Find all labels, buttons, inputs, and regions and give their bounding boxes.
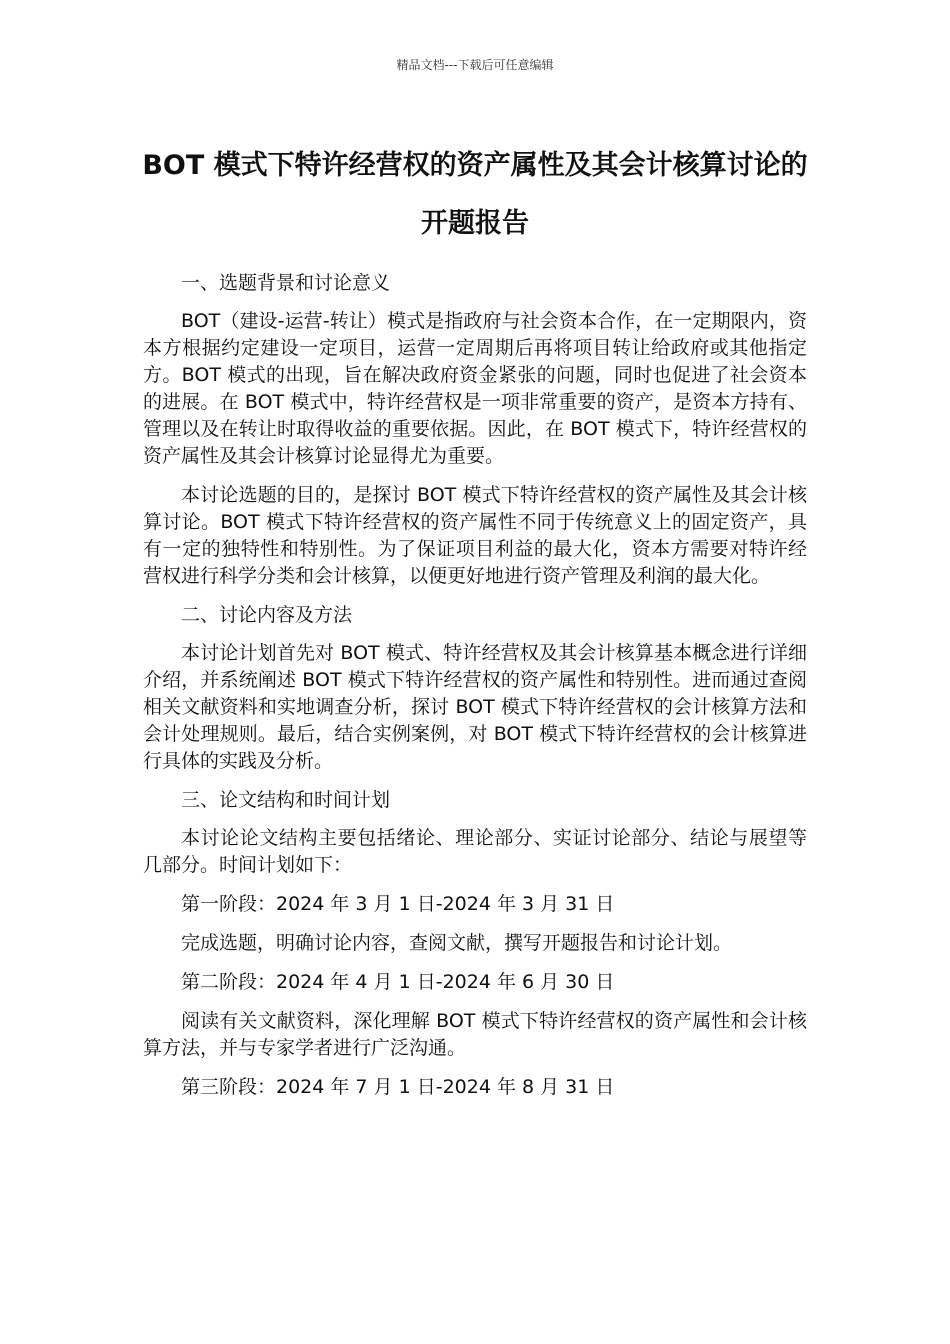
document-body <box>143 270 807 1113</box>
section-heading-2: 二、讨论内容及方法 <box>181 604 353 626</box>
paragraph-methods: 本讨论计划首先对 BOT 模式、特许经营权及其会计核算基本概念进行详细介绍，并系统阐述 BOT 模式下特许经营权的资产属性和特别性。进而通过查阅相关文献资料和实地调查分析，探讨 BOT 模式下特许经营权的会计核算方法和会计处理规则。最后，结合实例案例，对 BOT 模式下特许经营权的会计核算进行具体的实践及分析。 <box>143 642 807 772</box>
paragraph-structure: 本讨论论文结构主要包括绪论、理论部分、实证讨论部分、结论与展望等几部分。时间计划如下： <box>143 827 807 876</box>
stage-2-tasks: 阅读有关文献资料，深化理解 BOT 模式下特许经营权的资产属性和会计核算方法，并与专家学者进行广泛沟通。 <box>143 1010 807 1059</box>
paragraph-background: BOT（建设-运营-转让）模式是指政府与社会资本合作，在一定期限内，资本方根据约定建设一定项目，运营一定周期后再将项目转让给政府或其他指定方。BOT 模式的出现，旨在解决政府资金紧张的问题，同时也促进了社会资本的进展。在 BOT 模式中，特许经营权是一项非常重要的资产，是资本方持有、管理以及在转让时取得收益的重要依据。因此，在 BOT 模式下，特许经营权的资产属性及其会计核算讨论显得尤为重要。 <box>143 310 807 467</box>
header-note: 精品文档---下载后可任意编辑 <box>396 58 554 72</box>
section-heading-1: 一、选题背景和讨论意义 <box>181 272 391 294</box>
paragraph-purpose: 本讨论选题的目的，是探讨 BOT 模式下特许经营权的资产属性及其会计核算讨论。BOT 模式下特许经营权的资产属性不同于传统意义上的固定资产，具有一定的独特性和特别性。为了保证项目利益的最大化，资本方需要对特许经营权进行科学分类和会计核算，以便更好地进行资产管理及利润的最大化。 <box>143 484 807 587</box>
stage-2-dates: 第二阶段：2024 年 4 月 1 日-2024 年 6 月 30 日 <box>181 971 615 993</box>
section-heading-3: 三、论文结构和时间计划 <box>181 789 391 811</box>
stage-1-tasks: 完成选题，明确讨论内容，查阅文献，撰写开题报告和讨论计划。 <box>181 932 733 954</box>
stage-3-dates: 第三阶段：2024 年 7 月 1 日-2024 年 8 月 31 日 <box>181 1076 615 1098</box>
document-title: BOT 模式下特许经营权的资产属性及其会计核算讨论的开题报告 <box>142 150 808 239</box>
stage-1-dates: 第一阶段：2024 年 3 月 1 日-2024 年 3 月 31 日 <box>181 893 615 915</box>
